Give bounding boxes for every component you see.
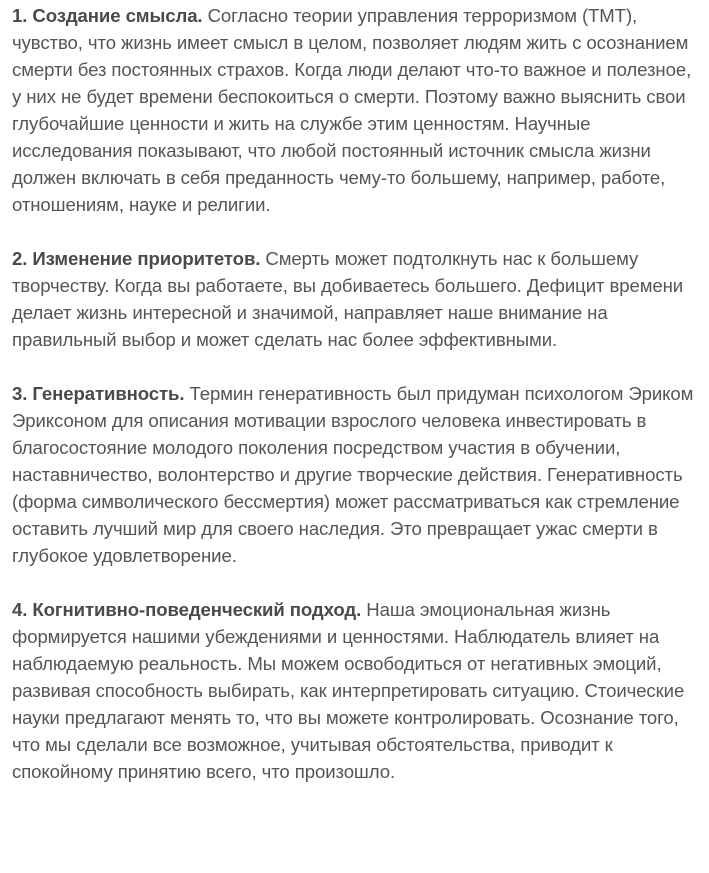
section-paragraph: [12, 380, 699, 569]
section-text: Термин генеративность был придуман психологом Эриком Эриксоном для описания мотивации взрослого человека инвестировать в благосостояние молодого поколения посредством участия в обучении, наставничество, волонтерство и другие творческие действия. Генеративность (форма символического бессмертия) может рассматриваться как стремление оставить лучший мир для своего наследия. Это превращает ужас смерти в глубокое удовлетворение.: [12, 383, 694, 566]
section-text: Согласно теории управления терроризмом (TMT), чувство, что жизнь имеет смысл в целом, позволяет людям жить с осознанием смерти без постоянных страхов. Когда люди делают что-то важное и полезное, у них не будет времени беспокоиться о смерти. Поэтому важно выяснить свои глубочайшие ценности и жить на службе этим ценностям. Научные исследования показывают, что любой постоянный источник смысла жизни должен включать в себя преданность чему-то большему, например, работе, отношениям, науке и религии.: [12, 5, 692, 215]
section-text: Смерть может подтолкнуть нас к большему творчеству. Когда вы работаете, вы добиваетесь большего. Дефицит времени делает жизнь интересной и значимой, направляет наше внимание на правильный выбор и может сделать нас более эффективными.: [12, 248, 684, 350]
section-heading: 3. Генеративность.: [12, 383, 185, 404]
section-text: Наша эмоциональная жизнь формируется нашими убеждениями и ценностями. Наблюдатель влияет на наблюдаемую реальность. Мы можем освободиться от негативных эмоций, развивая способность выбирать, как интерпретировать ситуацию. Стоические науки предлагают менять то, что вы можете контролировать. Осознание того, что мы сделали все возможное, учитывая обстоятельства, приводит к спокойному принятию всего, что произошло.: [12, 599, 685, 782]
section-heading: 2. Изменение приоритетов.: [12, 248, 261, 269]
section-paragraph: [12, 2, 699, 218]
section-paragraph: [12, 245, 699, 353]
section-heading: 4. Когнитивно-поведенческий подход.: [12, 599, 362, 620]
section-heading: 1. Создание смысла.: [12, 5, 203, 26]
section-paragraph: [12, 596, 699, 785]
